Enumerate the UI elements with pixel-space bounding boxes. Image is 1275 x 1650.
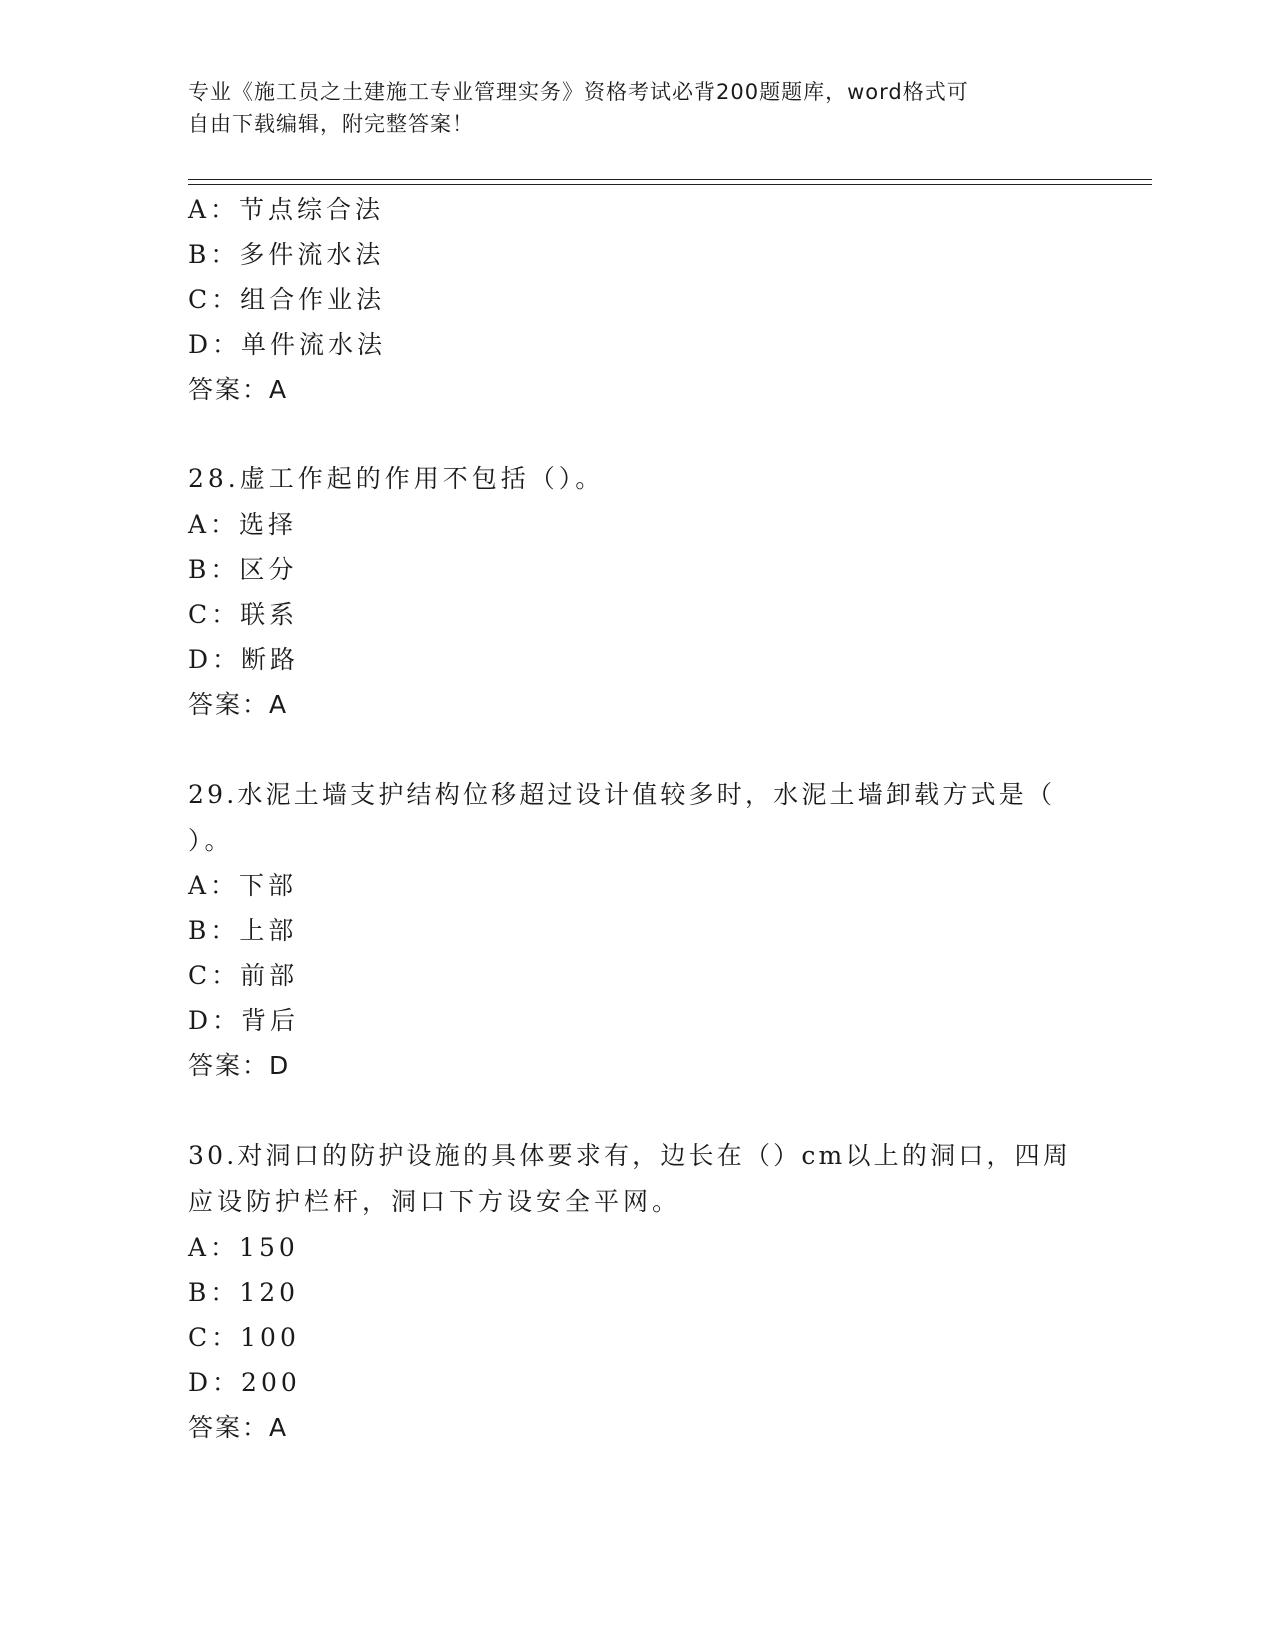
prev-option-a: A：节点综合法 — [188, 195, 385, 224]
q30-option-d: D：200 — [188, 1368, 301, 1397]
header-divider-top — [188, 179, 1152, 180]
header-title-line-1: 专业《施工员之土建施工专业管理实务》资格考试必背200题题库，word格式可 — [188, 80, 969, 104]
q29-option-d: D：背后 — [188, 1006, 300, 1035]
q28-option-d: D：断路 — [188, 645, 300, 674]
q30-option-c: C：100 — [188, 1323, 300, 1352]
q28-stem: 28.虚工作起的作用不包括（）。 — [188, 464, 605, 493]
q29-option-b: B：上部 — [188, 916, 298, 945]
q28-answer: 答案：A — [188, 690, 289, 719]
q28-option-a: A：选择 — [188, 510, 298, 539]
q30-stem-line-2: 应设防护栏杆，洞口下方设安全平网。 — [188, 1187, 682, 1216]
q30-stem-line-1: 30.对洞口的防护设施的具体要求有，边长在（）cm以上的洞口，四周 — [188, 1141, 1072, 1170]
header-title-line-2: 自由下载编辑，附完整答案！ — [188, 112, 474, 136]
header-divider-bottom — [188, 184, 1152, 185]
q30-answer: 答案：A — [188, 1413, 289, 1442]
q29-option-a: A：下部 — [188, 871, 298, 900]
q29-answer: 答案：D — [188, 1051, 291, 1080]
q30-option-b: B：120 — [188, 1278, 300, 1307]
q29-stem-line-1: 29.水泥土墙支护结构位移超过设计值较多时，水泥土墙卸载方式是（ — [188, 780, 1056, 809]
q29-option-c: C：前部 — [188, 961, 299, 990]
q28-option-c: C：联系 — [188, 600, 299, 629]
q29-stem-line-2: ）。 — [188, 826, 234, 855]
q28-option-b: B：区分 — [188, 555, 298, 584]
q30-option-a: A：150 — [188, 1233, 299, 1262]
prev-option-c: C：组合作业法 — [188, 285, 386, 314]
document-header — [188, 76, 1068, 140]
prev-option-d: D：单件流水法 — [188, 330, 387, 359]
prev-answer: 答案：A — [188, 375, 289, 404]
prev-option-b: B：多件流水法 — [188, 240, 385, 269]
